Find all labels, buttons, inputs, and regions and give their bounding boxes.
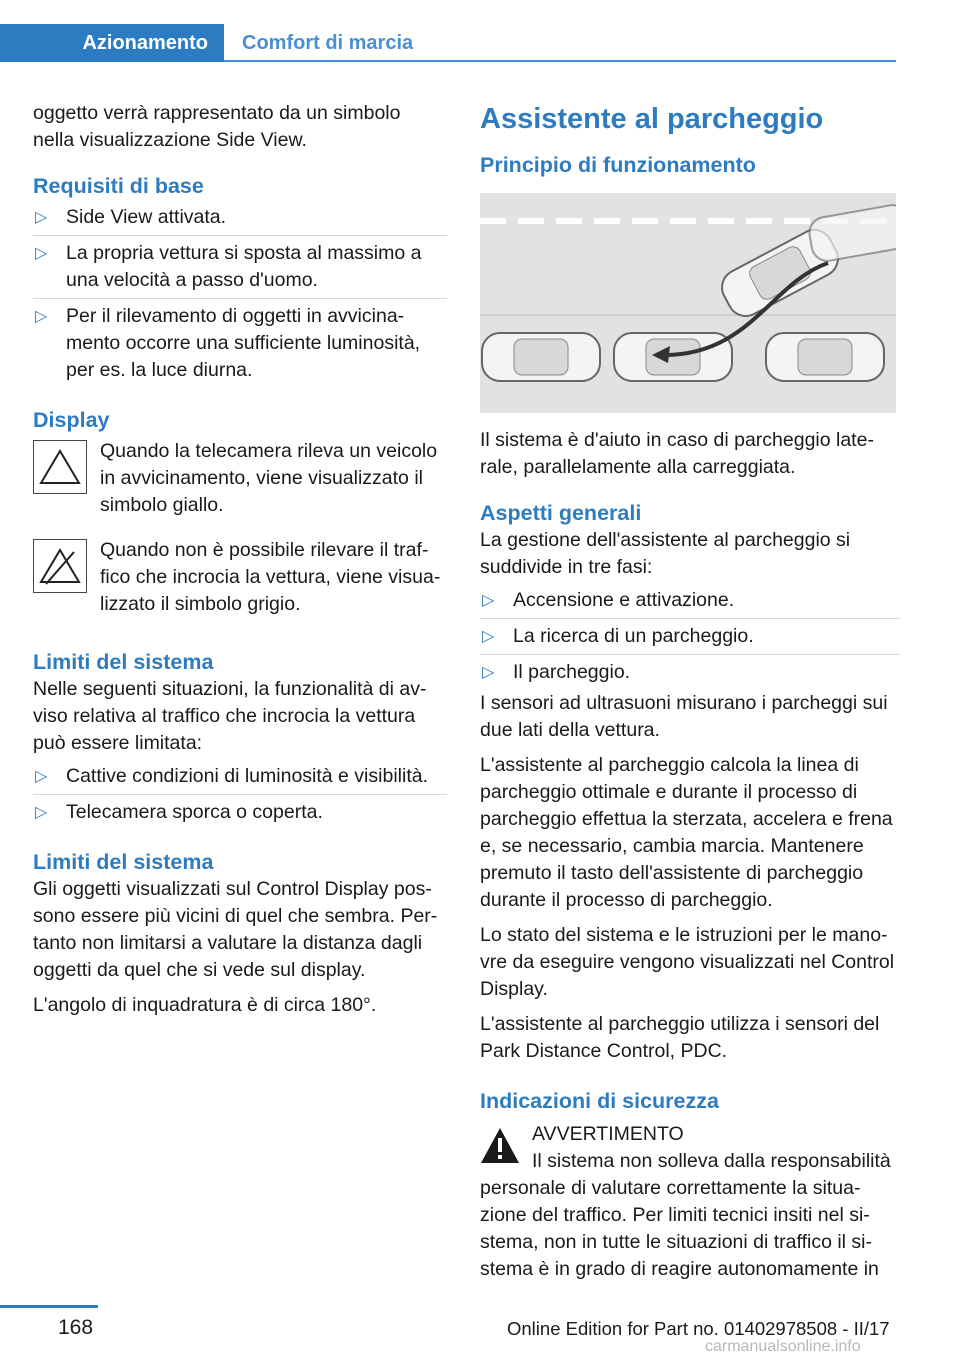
tab-comfort-di-marcia[interactable]: Comfort di marcia <box>242 31 414 54</box>
page-header <box>0 0 960 64</box>
warning-block <box>480 1121 900 1175</box>
parking-illustration <box>480 193 896 413</box>
bullet-triangle-icon: ▷ <box>35 308 48 325</box>
subtitle-principio: Principio di funzionamento <box>480 153 756 177</box>
warning-hazard-icon <box>480 1127 520 1165</box>
limiti-1-text: Nelle seguenti situazioni, la funzionalità di avviso relativa al traffico che incrocia la vettura può essere limitata: <box>33 678 427 754</box>
heading-display: Display <box>33 408 110 432</box>
right-column <box>480 100 900 1291</box>
aspetti-list <box>480 583 900 690</box>
bullet-triangle-icon: ▷ <box>35 245 48 262</box>
bullet-triangle-icon: ▷ <box>35 209 48 226</box>
heading-limiti-1: Limiti del sistema <box>33 650 214 674</box>
bullet-triangle-icon: ▷ <box>35 768 48 785</box>
paragraph-stato: Lo stato del sistema e le istruzioni per le manovre da eseguire vengono visualizzati nel Control Display. <box>480 924 895 1000</box>
heading-sicurezza: Indicazioni di sicurezza <box>480 1089 719 1113</box>
warning-triangle-crossed-icon <box>33 539 87 593</box>
left-column <box>33 100 447 1027</box>
list-item: ▷ Per il rilevamento di oggetti in avvicinamento occorre una sufficiente luminosità, per es. la luce diurna. <box>35 305 421 381</box>
tab-azionamento[interactable]: Azionamento <box>0 24 224 62</box>
edition-text: Online Edition for Part no. 01402978508 - II/17 <box>507 1318 890 1339</box>
figure-caption: Il sistema è d'aiuto in caso di parcheggio laterale, parallelamente alla carreggiata. <box>480 429 874 478</box>
list-item: ▷ Il parcheggio. <box>480 655 900 690</box>
bullet-triangle-icon: ▷ <box>482 664 495 681</box>
list-item: ▷ Accensione e attivazione. <box>480 583 900 619</box>
footer-rule <box>0 1305 98 1308</box>
display-item-text: Quando la telecamera rileva un veicolo in avvicinamento, viene visualizzato il simbolo giallo. <box>100 440 438 516</box>
display-item-text: Quando non è possibile rilevare il traffico che incrocia la vettura, viene visualizzato il simbolo grigio. <box>100 539 441 615</box>
warning-label: AVVERTIMENTO <box>532 1123 684 1145</box>
angolo-text: L'angolo di inquadratura è di circa 180°. <box>33 994 377 1016</box>
display-item-yellow <box>33 438 447 519</box>
requisiti-list <box>33 200 447 388</box>
warning-text: personale di valutare correttamente la situazione del traffico. Per limiti tecnici insiti nel sistema, non in tutte le situazioni di traffico il sistema è in grado di reagire autonomamente in <box>480 1177 879 1280</box>
limiti-2-text: Gli oggetti visualizzati sul Control Display possono essere più vicini di quel che sembra. Pertanto non limitarsi a valutare la distanza dagli oggetti da quel che si vede sul display. <box>33 878 438 981</box>
list-item: ▷ La ricerca di un parcheggio. <box>480 619 900 655</box>
limiti-1-list <box>33 759 447 830</box>
warning-head <box>532 1121 891 1175</box>
warning-triangle-icon <box>33 440 87 494</box>
bullet-triangle-icon: ▷ <box>35 804 48 821</box>
bullet-triangle-icon: ▷ <box>482 628 495 645</box>
display-item-grey <box>33 537 447 618</box>
paragraph-sensori: I sensori ad ultrasuoni misurano i parcheggi sui due lati della vettura. <box>480 692 888 741</box>
warning-first-line: Il sistema non solleva dalla responsabilità <box>532 1150 891 1172</box>
page-number: 168 <box>58 1316 94 1339</box>
aspetti-text: La gestione dell'assistente al parcheggio si suddivide in tre fasi: <box>480 529 851 578</box>
header-rule <box>224 60 896 62</box>
heading-aspetti: Aspetti generali <box>480 501 642 525</box>
paragraph-linea: L'assistente al parcheggio calcola la linea di parcheggio ottimale e durante il processo di parcheggio effettua la sterzata, accelera e frena e, se necessario, cambia marcia. Mantenere premuto il tasto dell'assistente di parcheggio durante il processo di parcheggio. <box>480 754 893 911</box>
watermark-text: carmanualsonline.info <box>705 1338 861 1355</box>
heading-limiti-2: Limiti del sistema <box>33 850 214 874</box>
heading-requisiti: Requisiti di base <box>33 174 204 198</box>
list-item: ▷ Cattive condizioni di luminosità e visibilità. <box>33 759 447 795</box>
bullet-triangle-icon: ▷ <box>482 592 495 609</box>
list-item: ▷ Telecamera sporca o coperta. <box>33 795 447 830</box>
page-title: Assistente al parcheggio <box>480 103 824 135</box>
paragraph-pdc: L'assistente al parcheggio utilizza i sensori del Park Distance Control, PDC. <box>480 1013 880 1062</box>
list-item: ▷ La propria vettura si sposta al massimo a una velocità a passo d'uomo. <box>33 236 447 299</box>
intro-text: oggetto verrà rappresentato da un simbolo nella visualizzazione Side View. <box>33 102 401 151</box>
list-item: ▷ Side View attivata. <box>33 200 447 236</box>
